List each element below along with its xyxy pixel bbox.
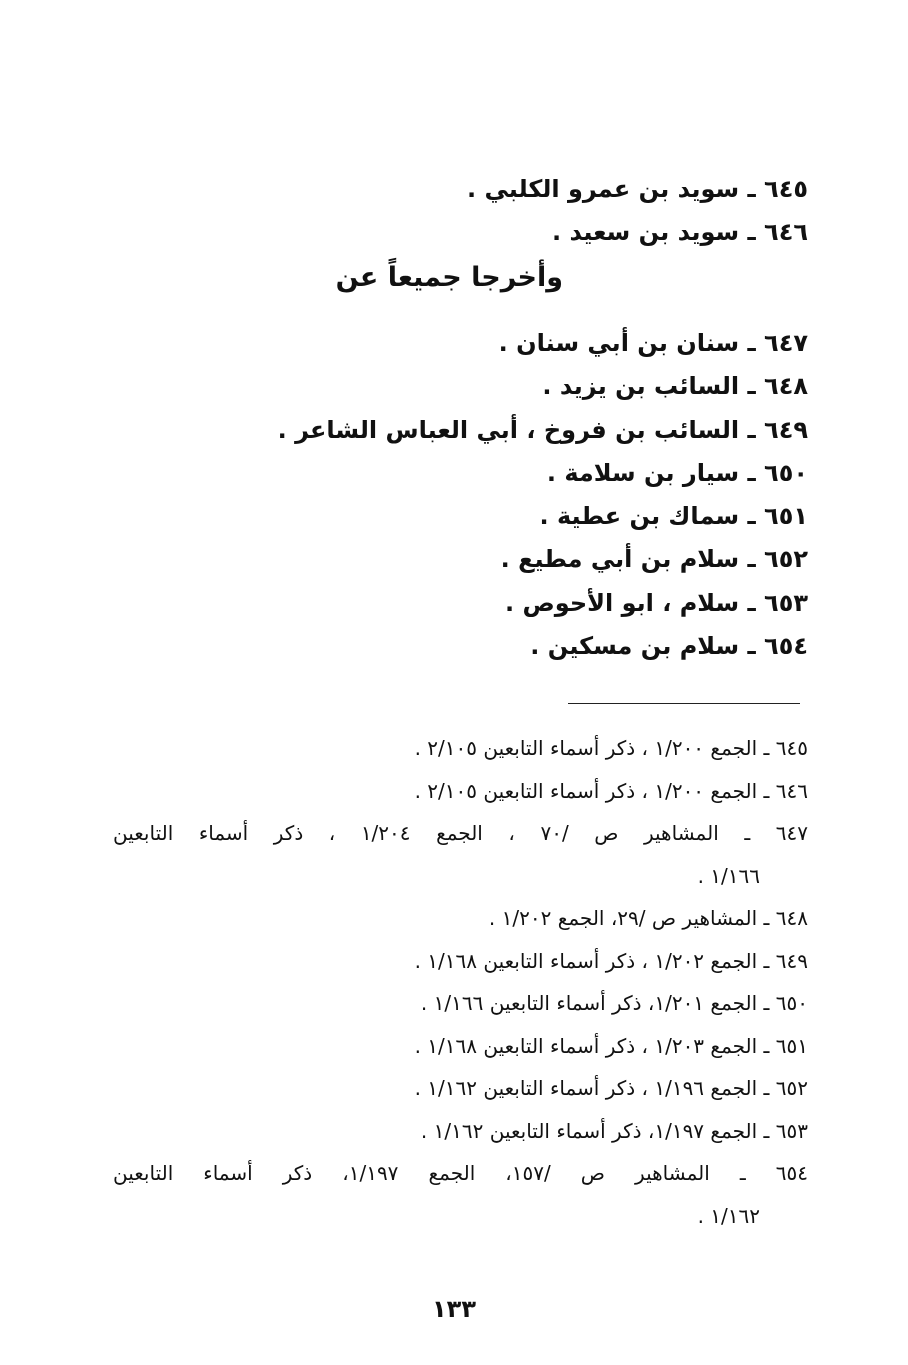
footnote-654: ٦٥٤ ـ المشاهير ص /١٥٧، الجمع ١/١٩٧، ذكر أسماء التابعين [113,1161,809,1185]
footnotes [113,727,808,1237]
footnote-652: ٦٥٢ ـ الجمع ١/١٩٦ ، ذكر أسماء التابعين ١/١٦٢ . [414,1076,808,1100]
entry-645: ٦٤٥ ـ سويد بن عمرو الكلبي . [467,175,808,203]
footnote-646: ٦٤٦ ـ الجمع ١/٢٠٠ ، ذكر أسماء التابعين ٢/١٠٥ . [414,778,808,803]
footnote-645: ٦٤٥ ـ الجمع ١/٢٠٠ ، ذكر أسماء التابعين ٢/١٠٥ . [414,736,808,760]
footnote-647: ٦٤٧ ـ المشاهير ص /٧٠ ، الجمع ١/٢٠٤ ، ذكر أسماء التابعين [113,821,808,845]
footnote-divider [568,703,800,704]
footnote-648: ٦٤٨ ـ المشاهير ص /٢٩، الجمع ١/٢٠٢ . [488,906,808,930]
page-number: ١٣٣ [432,1295,476,1323]
entry-652: ٦٥٢ ـ سلام بن أبي مطيع . [500,545,808,574]
footnote-650: ٦٥٠ ـ الجمع ١/٢٠١، ذكر أسماء التابعين ١/١٦٦ . [420,991,808,1015]
entries-bottom [108,322,808,668]
entry-648: ٦٤٨ ـ السائب بن يزيد . [542,372,808,401]
footnote-654-continued: ١/١٦٢ . [697,1203,760,1228]
entry-654: ٦٥٤ ـ سلام بن مسكين . [530,632,808,661]
entry-653: ٦٥٣ ـ سلام ، ابو الأحوص . [505,588,808,617]
entry-646: ٦٤٦ ـ سويد بن سعيد . [552,218,808,246]
entries-top [108,168,808,254]
entry-651: ٦٥١ ـ سماك بن عطية . [539,502,808,531]
entry-649: ٦٤٩ ـ السائب بن فروخ ، أبي العباس الشاعر . [277,415,808,444]
footnote-651: ٦٥١ ـ الجمع ١/٢٠٣ ، ذكر أسماء التابعين ١/١٦٨ . [414,1033,808,1058]
entry-647: ٦٤٧ ـ سنان بن أبي سنان . [498,329,808,357]
section-heading: وأخرجا جميعاً عن [335,262,563,293]
entry-650: ٦٥٠ ـ سيار بن سلامة . [546,458,808,487]
footnote-649: ٦٤٩ ـ الجمع ١/٢٠٢ ، ذكر أسماء التابعين ١/١٦٨ . [414,948,808,973]
footnote-647-continued: ١/١٦٦ . [697,863,760,888]
footnote-653: ٦٥٣ ـ الجمع ١/١٩٧، ذكر أسماء التابعين ١/١٦٢ . [420,1118,808,1143]
